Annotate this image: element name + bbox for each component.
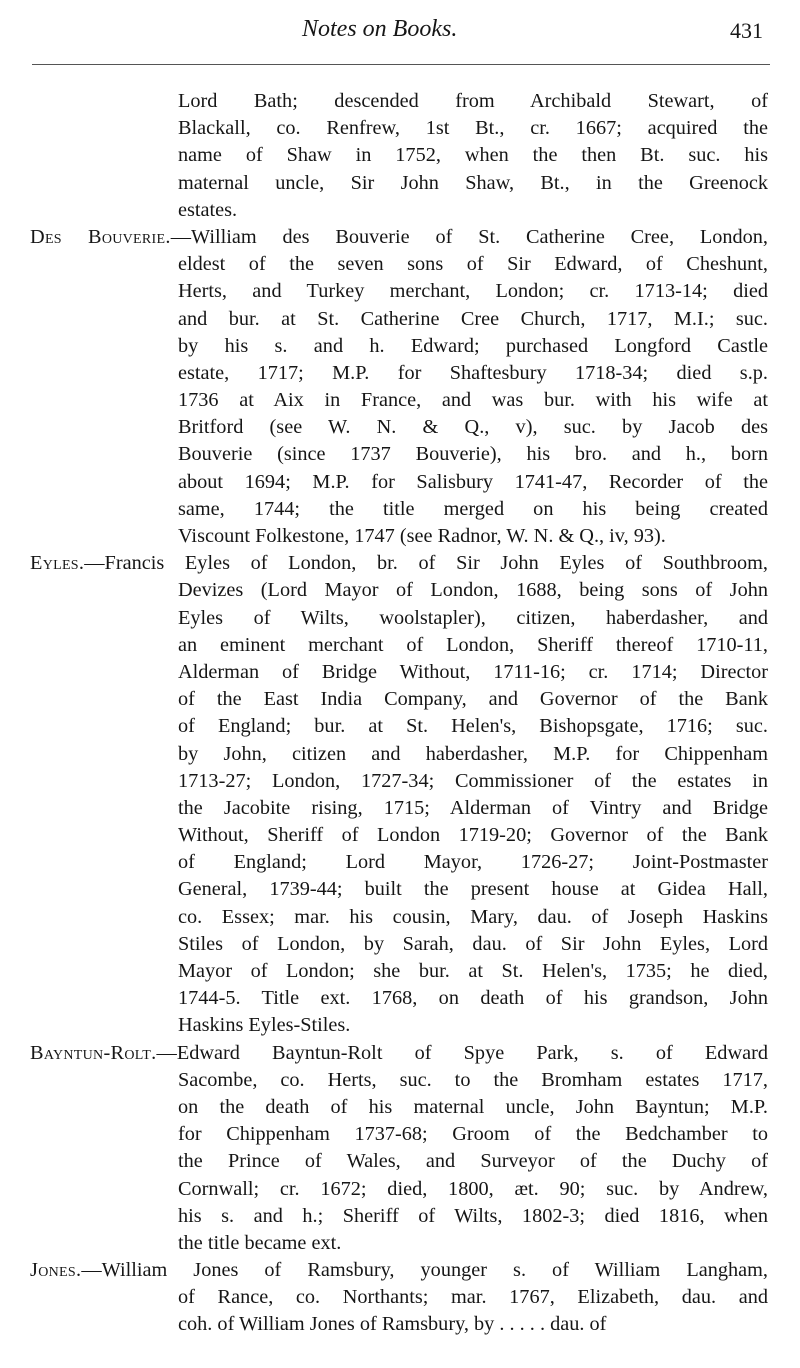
line-text: and bur. at St. Catherine Cree Church, 1717, M.I.; suc. — [178, 307, 768, 330]
line-text: of England; Lord Mayor, 1726-27; Joint-Postmaster — [178, 851, 768, 874]
line-text: Without, Sheriff of London 1719-20; Governor of the Bank — [178, 824, 768, 847]
text-line — [30, 523, 768, 550]
text-line — [30, 1311, 768, 1338]
text-line — [30, 306, 768, 333]
text-line — [30, 469, 768, 496]
entry-heading: Des Bouverie. — [30, 225, 171, 248]
text-line — [30, 741, 768, 768]
text-line — [30, 931, 768, 958]
line-text: coh. of William Jones of Ramsbury, by . . . . . dau. of — [178, 1313, 607, 1336]
text-line — [30, 713, 768, 740]
text-line — [30, 170, 768, 197]
body-text — [30, 88, 768, 1339]
text-line — [30, 251, 768, 278]
line-text: —Francis Eyles of London, br. of Sir John Eyles of Southbroom, — [84, 552, 768, 575]
text-line — [30, 1067, 768, 1094]
line-text: —Edward Bayntun-Rolt of Spye Park, s. of Edward — [156, 1041, 768, 1064]
text-line — [30, 577, 768, 604]
line-text: of the East India Company, and Governor of the Bank — [178, 688, 768, 711]
text-line — [30, 686, 768, 713]
line-text: 1713-27; London, 1727-34; Commissioner of the estates in — [178, 769, 768, 792]
entry — [30, 88, 768, 224]
line-text: estates. — [178, 198, 238, 221]
text-line — [30, 1230, 768, 1257]
text-line — [30, 550, 768, 577]
line-text: same, 1744; the title merged on his being created — [178, 497, 768, 520]
entry — [30, 224, 768, 550]
line-text: by John, citizen and haberdasher, M.P. for Chippenham — [178, 742, 768, 765]
line-text: Cornwall; cr. 1672; died, 1800, æt. 90; suc. by Andrew, — [178, 1177, 768, 1200]
entry-heading: Jones. — [30, 1259, 82, 1282]
text-line — [30, 985, 768, 1012]
text-line — [30, 1203, 768, 1230]
line-text: Viscount Folkestone, 1747 (see Radnor, W. N. & Q., iv, 93). — [178, 525, 666, 547]
text-line — [30, 904, 768, 931]
line-text: the Jacobite rising, 1715; Alderman of Vintry and Bridge — [178, 796, 768, 819]
line-text: Lord Bath; descended from Archibald Stewart, of — [178, 90, 768, 112]
entry-heading: Bayntun-Rolt. — [30, 1041, 157, 1064]
line-text: estate, 1717; M.P. for Shaftesbury 1718-34; died s.p. — [178, 361, 768, 384]
line-text: Eyles of Wilts, woolstapler), citizen, haberdasher, and — [178, 606, 768, 629]
line-text: 1744-5. Title ext. 1768, on death of his grandson, John — [178, 987, 768, 1010]
text-line — [30, 876, 768, 903]
text-line — [30, 958, 768, 985]
line-text: —William Jones of Ramsbury, younger s. of William Langham, — [81, 1259, 768, 1282]
line-text: Haskins Eyles-Stiles. — [178, 1014, 351, 1037]
text-line — [30, 1148, 768, 1175]
text-line — [30, 414, 768, 441]
header-rule — [32, 64, 770, 65]
line-text: Sacombe, co. Herts, suc. to the Bromham estates 1717, — [178, 1068, 768, 1091]
line-text: his s. and h.; Sheriff of Wilts, 1802-3; died 1816, when — [178, 1204, 768, 1227]
text-line — [30, 1176, 768, 1203]
line-text: of Rance, co. Northants; mar. 1767, Elizabeth, dau. and — [178, 1286, 768, 1309]
text-line — [30, 224, 768, 251]
text-line — [30, 88, 768, 115]
text-line — [30, 115, 768, 142]
entry — [30, 550, 768, 1039]
entry — [30, 1257, 768, 1339]
line-text: for Chippenham 1737-68; Groom of the Bedchamber to — [178, 1123, 768, 1146]
text-line — [30, 1284, 768, 1311]
text-line — [30, 659, 768, 686]
line-text: eldest of the seven sons of Sir Edward, of Cheshunt, — [178, 253, 768, 276]
running-title: Notes on Books. — [302, 16, 458, 42]
line-text: about 1694; M.P. for Salisbury 1741-47, Recorder of the — [178, 470, 768, 493]
entry-heading: Eyles. — [30, 552, 85, 575]
text-line — [30, 387, 768, 414]
text-line — [30, 1121, 768, 1148]
page-header — [0, 12, 800, 52]
line-text: by his s. and h. Edward; purchased Longford Castle — [178, 334, 768, 357]
line-text: on the death of his maternal uncle, John Bayntun; M.P. — [178, 1095, 768, 1118]
text-line — [30, 849, 768, 876]
line-text: Blackall, co. Renfrew, 1st Bt., cr. 1667; acquired the — [178, 117, 768, 140]
line-text: Mayor of London; she bur. at St. Helen's, 1735; he died, — [178, 960, 768, 982]
text-line — [30, 360, 768, 387]
line-text: the title became ext. — [178, 1231, 342, 1254]
line-text: an eminent merchant of London, Sheriff thereof 1710-11, — [178, 633, 768, 656]
text-line — [30, 1257, 768, 1284]
line-text: Britford (see W. N. & Q., v), suc. by Jacob des — [178, 416, 768, 439]
text-line — [30, 142, 768, 169]
text-line — [30, 632, 768, 659]
text-line — [30, 441, 768, 468]
text-line — [30, 1040, 768, 1067]
entry — [30, 1040, 768, 1258]
text-line — [30, 496, 768, 523]
line-text: —William des Bouverie of St. Catherine Cree, London, — [170, 225, 768, 248]
text-line — [30, 795, 768, 822]
text-line — [30, 197, 768, 224]
line-text: name of Shaw in 1752, when the then Bt. suc. his — [178, 144, 768, 167]
line-text: the Prince of Wales, and Surveyor of the Duchy of — [178, 1150, 768, 1173]
text-line — [30, 1012, 768, 1039]
text-line — [30, 333, 768, 360]
line-text: Bouverie (since 1737 Bouverie), his bro. and h., born — [178, 443, 768, 466]
text-line — [30, 278, 768, 305]
line-text: Devizes (Lord Mayor of London, 1688, being sons of John — [178, 579, 768, 602]
text-line — [30, 822, 768, 849]
page-number: 431 — [730, 18, 763, 43]
line-text: of England; bur. at St. Helen's, Bishopsgate, 1716; suc. — [178, 715, 768, 738]
line-text: 1736 at Aix in France, and was bur. with his wife at — [178, 389, 768, 412]
line-text: Stiles of London, by Sarah, dau. of Sir John Eyles, Lord — [178, 932, 768, 955]
text-line — [30, 605, 768, 632]
text-line — [30, 768, 768, 795]
line-text: General, 1739-44; built the present house at Gidea Hall, — [178, 878, 768, 901]
line-text: maternal uncle, Sir John Shaw, Bt., in the Greenock — [178, 171, 768, 194]
line-text: co. Essex; mar. his cousin, Mary, dau. of Joseph Haskins — [178, 905, 768, 928]
line-text: Alderman of Bridge Without, 1711-16; cr. 1714; Director — [178, 660, 768, 683]
line-text: Herts, and Turkey merchant, London; cr. 1713-14; died — [178, 280, 768, 303]
text-line — [30, 1094, 768, 1121]
